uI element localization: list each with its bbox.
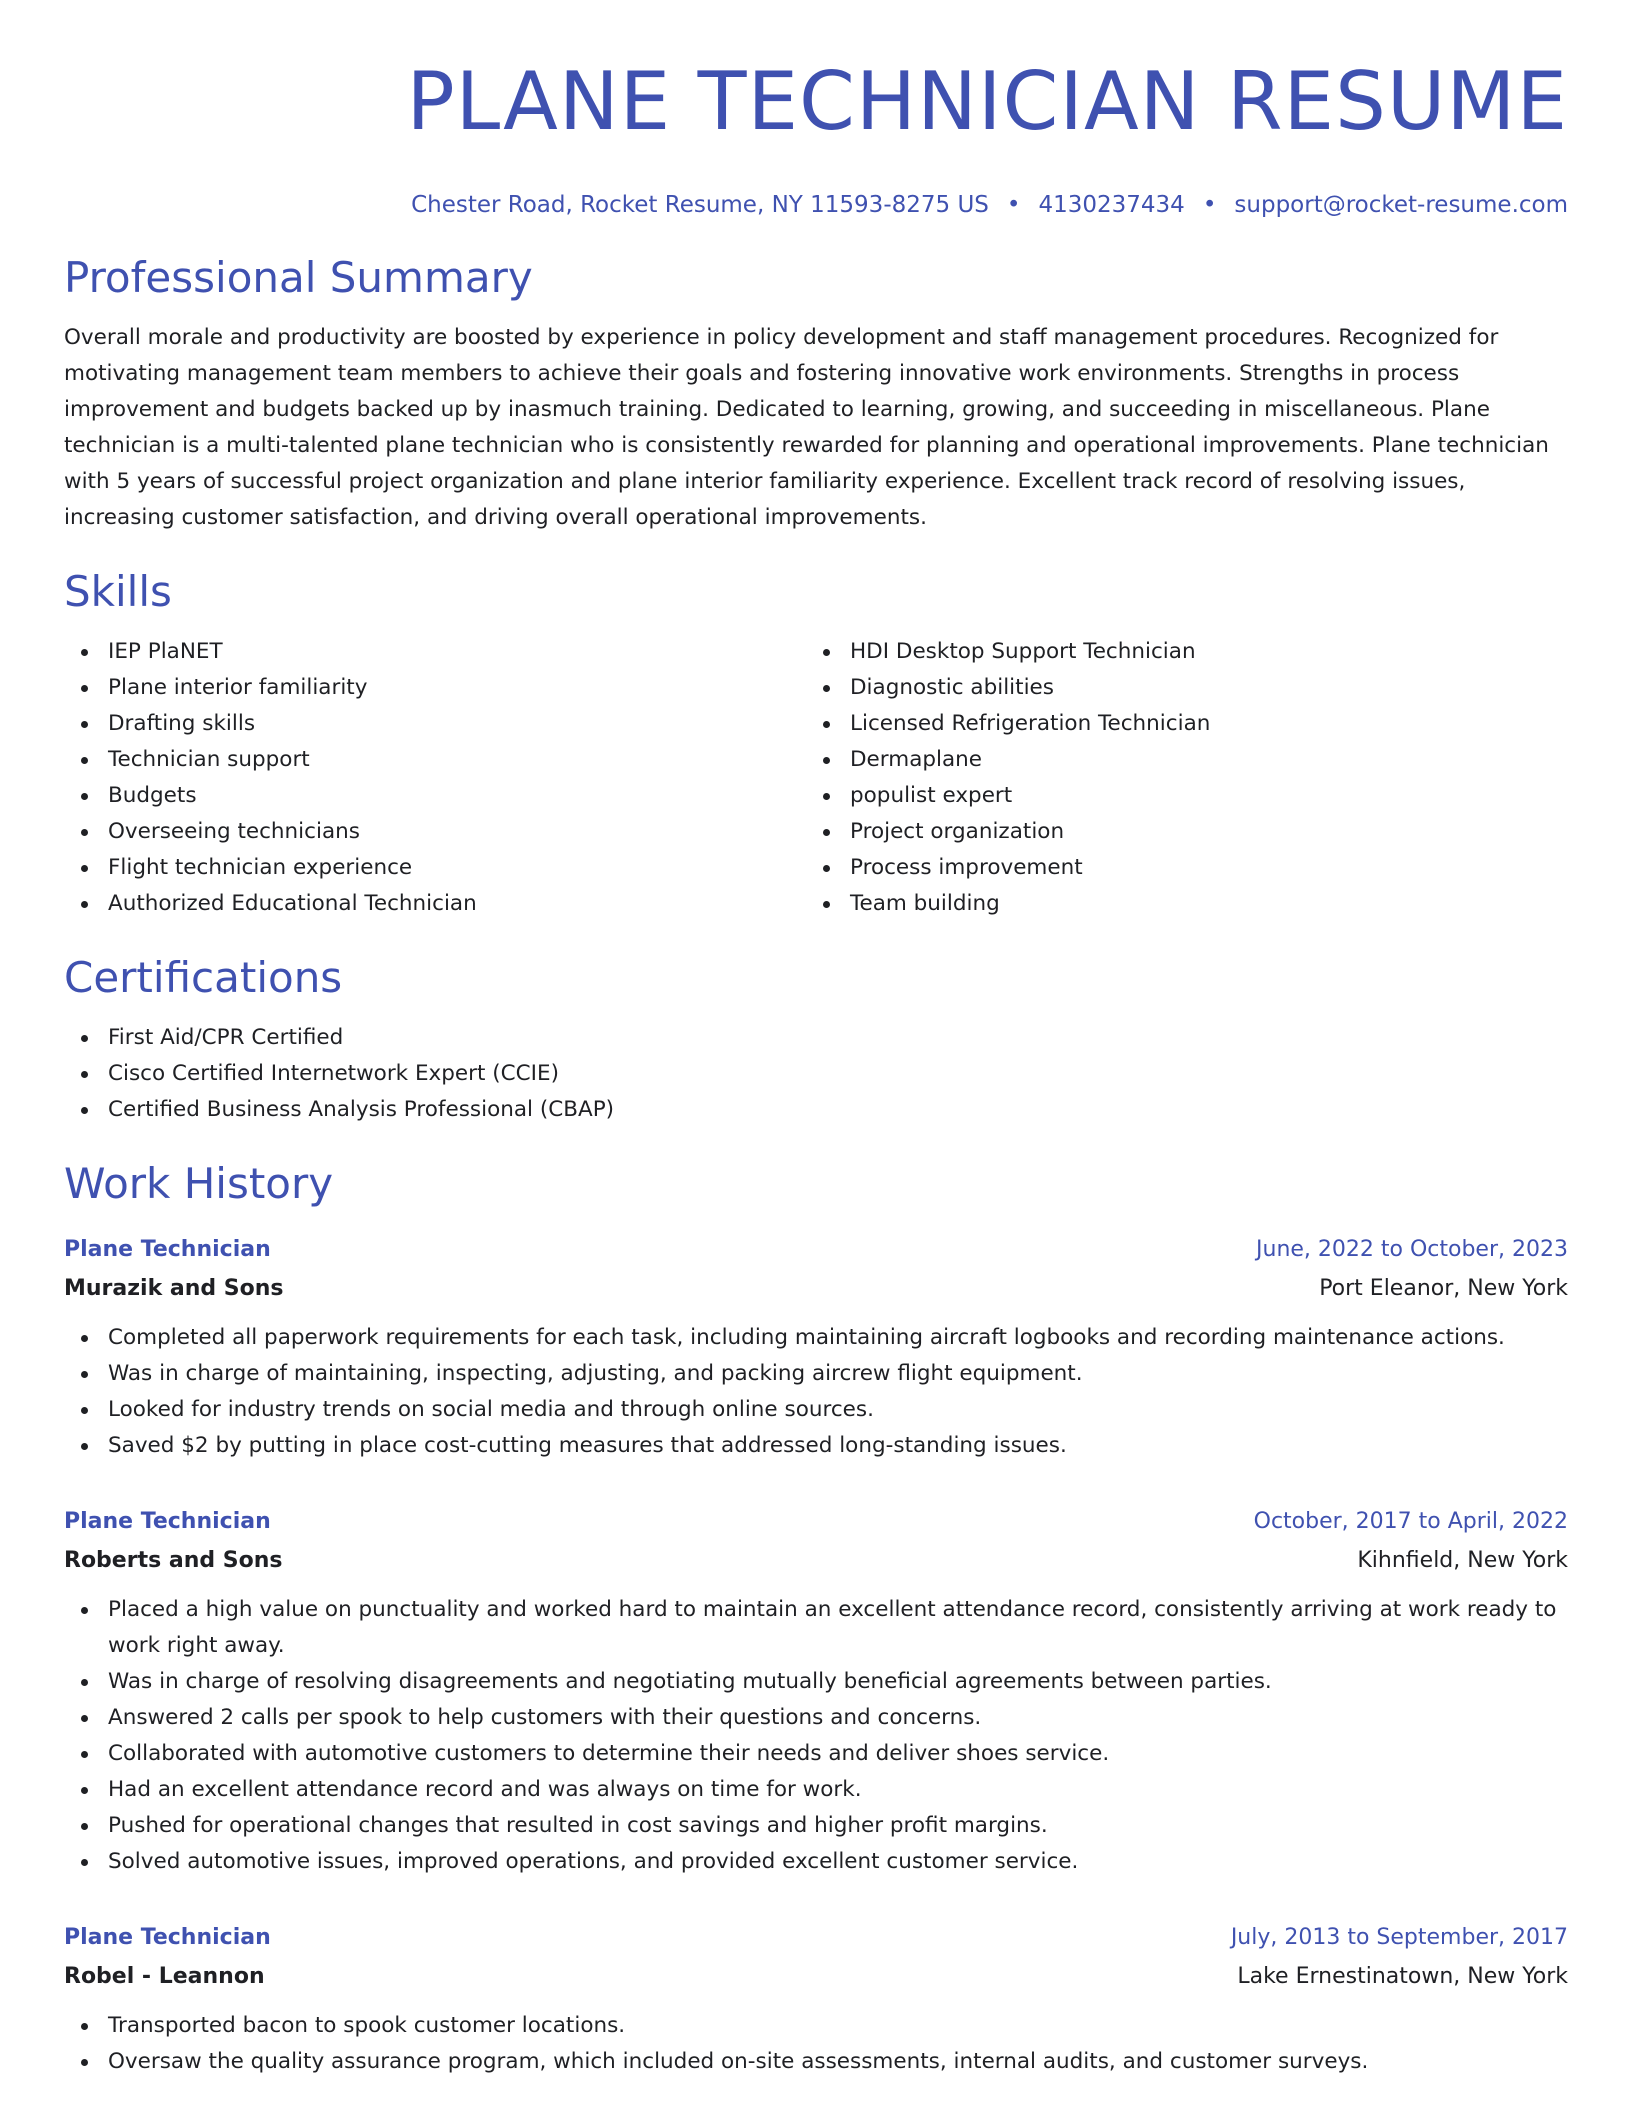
contact-separator: • — [1202, 192, 1217, 218]
summary-text: Overall morale and productivity are boosted by experience in policy development and staff management procedures. Recognized for motivating management team members to achieve their goals and fostering innovative work environments. Strengths in process improvement and budgets backed up by inasmuch training. Dedicated to learning, growing, and succeeding in miscellaneous. Plane technician is a multi-talented plane technician who is consistently rewarded for planning and operational improvements. Plane technician with 5 years of successful project organization and plane interior familiarity experience. Excellent track record of resolving issues, increasing customer satisfaction, and driving overall operational improvements. — [64, 325, 1549, 530]
skill-item: HDI Desktop Support Technician — [806, 634, 1548, 670]
job-location: Lake Ernestinatown, New York — [1237, 1964, 1568, 1989]
certification-item: Cisco Certified Internetwork Expert (CCIE) — [64, 1056, 1568, 1092]
job-bullet: Oversaw the quality assurance program, which included on-site assessments, internal audits, and customer surveys. — [64, 2044, 1568, 2080]
skill-item: Project organization — [806, 814, 1548, 850]
job-title: Plane Technician — [64, 1237, 271, 1262]
job-company: Murazik and Sons — [64, 1276, 284, 1301]
job-dates: October, 2017 to April, 2022 — [1253, 1509, 1568, 1534]
certification-item: First Aid/CPR Certified — [64, 1020, 1568, 1056]
job-bullet: Collaborated with automotive customers to determine their needs and deliver shoes service. — [64, 1736, 1568, 1772]
professional-summary-section — [64, 250, 1568, 536]
job-dates: July, 2013 to September, 2017 — [1230, 1925, 1568, 1950]
job-entry — [64, 1918, 1568, 2080]
skill-item: Process improvement — [806, 850, 1548, 886]
skills-column-right — [806, 634, 1548, 922]
section-title-skills: Skills — [64, 567, 172, 616]
contact-address: Chester Road, Rocket Resume, NY 11593-8275 US — [411, 192, 989, 218]
skill-item: Overseeing technicians — [64, 814, 806, 850]
job-company-row — [64, 1270, 1568, 1308]
skills-columns — [64, 634, 1568, 922]
job-bullet: Had an excellent attendance record and was always on time for work. — [64, 1772, 1568, 1808]
resume-title: PLANE TECHNICIAN RESUME — [406, 55, 1568, 148]
job-header-row — [64, 1502, 1568, 1542]
job-bullet: Placed a high value on punctuality and worked hard to maintain an excellent attendance record, consistently arriving at work ready to work right away. — [64, 1592, 1568, 1664]
job-bullet: Pushed for operational changes that resulted in cost savings and higher profit margins. — [64, 1808, 1568, 1844]
certifications-section — [64, 950, 1568, 1128]
work-history-section — [64, 1156, 1568, 2080]
job-bullet: Saved $2 by putting in place cost-cutting measures that addressed long-standing issues. — [64, 1428, 1568, 1464]
job-bullet: Answered 2 calls per spook to help customers with their questions and concerns. — [64, 1700, 1568, 1736]
job-entry — [64, 1230, 1568, 1464]
job-location: Kihnfield, New York — [1357, 1548, 1568, 1573]
job-company: Robel - Leannon — [64, 1964, 265, 1989]
contact-separator: • — [1006, 192, 1021, 218]
skills-section — [64, 564, 1568, 922]
section-title-certifications: Certifications — [64, 953, 343, 1002]
contact-email[interactable]: support@rocket-resume.com — [1234, 192, 1568, 218]
job-header-row — [64, 1230, 1568, 1270]
job-company: Roberts and Sons — [64, 1548, 283, 1573]
skill-item: Team building — [806, 886, 1548, 922]
job-bullet: Completed all paperwork requirements for each task, including maintaining aircraft logbooks and recording maintenance actions. — [64, 1320, 1568, 1356]
section-title-summary: Professional Summary — [64, 253, 533, 302]
certifications-list — [64, 1020, 1568, 1128]
job-title: Plane Technician — [64, 1509, 271, 1534]
job-location: Port Eleanor, New York — [1319, 1276, 1568, 1301]
job-entry — [64, 1502, 1568, 1880]
resume-header — [64, 0, 1568, 220]
job-bullet: Transported bacon to spook customer locations. — [64, 2008, 1568, 2044]
job-bullets — [64, 2008, 1568, 2080]
job-bullet: Solved automotive issues, improved operations, and provided excellent customer service. — [64, 1844, 1568, 1880]
contact-line — [64, 190, 1568, 220]
skill-item: Flight technician experience — [64, 850, 806, 886]
job-header-row — [64, 1918, 1568, 1958]
job-title: Plane Technician — [64, 1925, 271, 1950]
job-company-row — [64, 1958, 1568, 1996]
skills-list-left — [64, 634, 806, 922]
skill-item: Plane interior familiarity — [64, 670, 806, 706]
job-bullet: Looked for industry trends on social media and through online sources. — [64, 1392, 1568, 1428]
job-bullets — [64, 1320, 1568, 1464]
skills-list-right — [806, 634, 1548, 922]
section-title-work-history: Work History — [64, 1159, 334, 1208]
skill-item: Technician support — [64, 742, 806, 778]
job-bullet: Was in charge of resolving disagreements and negotiating mutually beneficial agreements between parties. — [64, 1664, 1568, 1700]
job-dates: June, 2022 to October, 2023 — [1256, 1237, 1568, 1262]
skill-item: Budgets — [64, 778, 806, 814]
skill-item: Diagnostic abilities — [806, 670, 1548, 706]
skill-item: Drafting skills — [64, 706, 806, 742]
job-company-row — [64, 1542, 1568, 1580]
skill-item: Licensed Refrigeration Technician — [806, 706, 1548, 742]
skill-item: Dermaplane — [806, 742, 1548, 778]
skill-item: populist expert — [806, 778, 1548, 814]
skills-column-left — [64, 634, 806, 922]
job-bullet: Was in charge of maintaining, inspecting, adjusting, and packing aircrew flight equipment. — [64, 1356, 1568, 1392]
skill-item: IEP PlaNET — [64, 634, 806, 670]
skill-item: Authorized Educational Technician — [64, 886, 806, 922]
job-bullets — [64, 1592, 1568, 1880]
certification-item: Certified Business Analysis Professional (CBAP) — [64, 1092, 1568, 1128]
contact-phone[interactable]: 4130237434 — [1038, 192, 1185, 218]
